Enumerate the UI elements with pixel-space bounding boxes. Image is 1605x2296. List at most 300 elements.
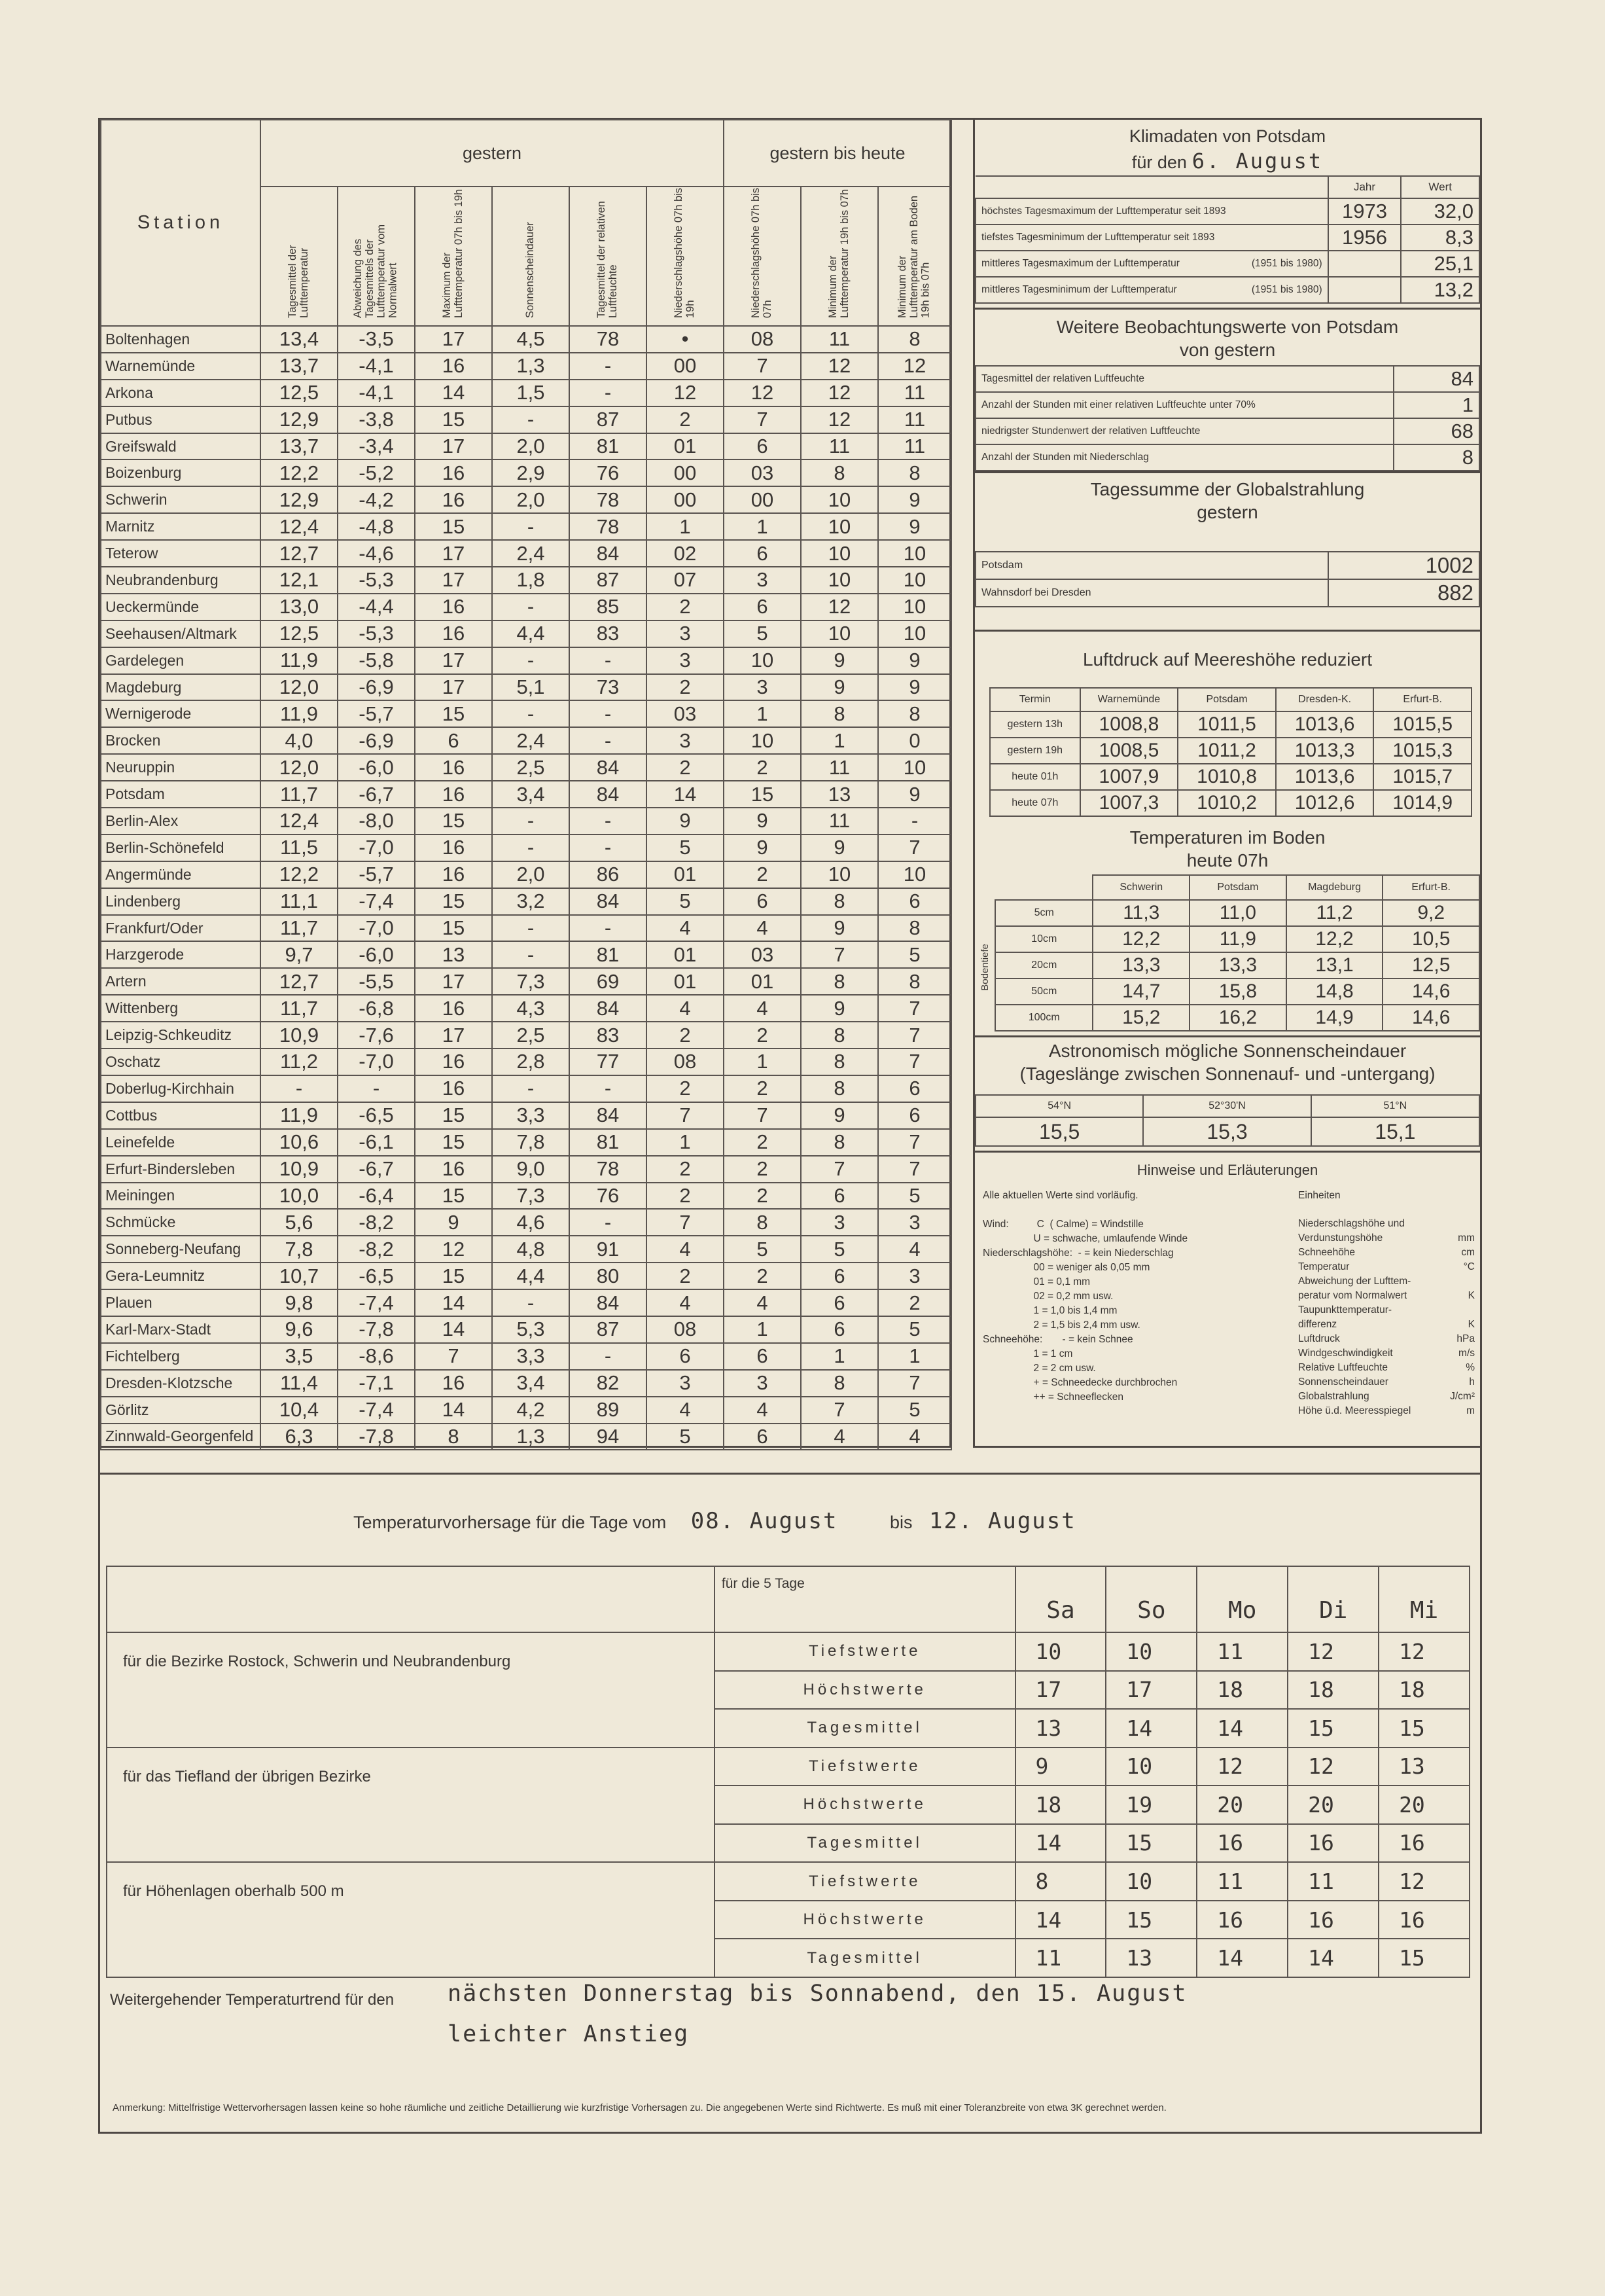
cell: 8 — [878, 968, 951, 995]
cell: - — [338, 1075, 415, 1102]
klima-row — [976, 277, 1479, 303]
cell: -6,7 — [338, 1156, 415, 1183]
forecast-value: 16 — [1379, 1901, 1470, 1939]
cell: 7,3 — [492, 1183, 569, 1210]
unit-quantity: Schneehöhe — [1298, 1247, 1356, 1258]
station-name: Magdeburg — [101, 674, 260, 701]
forecast-value: 18 — [1379, 1671, 1470, 1710]
forecast-value: 14 — [1197, 1939, 1288, 1977]
cell: -7,1 — [338, 1370, 415, 1397]
cell: 84 — [569, 995, 646, 1022]
cell: 7 — [878, 1156, 951, 1183]
cell: 10,7 — [260, 1263, 338, 1289]
station-name: Wittenberg — [101, 995, 260, 1022]
cell: 00 — [646, 486, 724, 513]
soil-temp: 13,3 — [1093, 952, 1190, 978]
klima-header-row — [976, 176, 1479, 198]
cell: -6,4 — [338, 1183, 415, 1210]
table-row — [101, 1129, 951, 1156]
forecast-value: 8 — [1015, 1862, 1106, 1901]
station-name: Greifswald — [101, 433, 260, 460]
cell: 1 — [724, 700, 801, 727]
forecast-value: 12 — [1197, 1748, 1288, 1786]
cell: 4 — [724, 995, 801, 1022]
station-name: Berlin-Alex — [101, 808, 260, 834]
forecast-value: 16 — [1379, 1824, 1470, 1863]
cell: 11 — [878, 380, 951, 406]
table-row — [101, 808, 951, 834]
station-name: Doberlug-Kirchhain — [101, 1075, 260, 1102]
unit-symbol: m/s — [1458, 1348, 1475, 1359]
weitere-title: Weitere Beobachtungswerte von Potsdam von gestern — [1056, 317, 1399, 360]
cell: 03 — [646, 700, 724, 727]
table-row — [101, 700, 951, 727]
table-row — [101, 995, 951, 1022]
klima-title: Klimadaten von Potsdam für den 6. August — [1129, 126, 1326, 173]
group-gestern-bis-heute: gestern bis heute — [724, 120, 951, 187]
cell: 7 — [878, 995, 951, 1022]
unit-row — [1298, 1332, 1475, 1346]
cell: 15 — [415, 808, 492, 834]
astro-title: Astronomisch mögliche Sonnenscheindauer (Tageslänge zwischen Sonnenauf- und -untergang) — [1019, 1041, 1436, 1084]
cell: -7,6 — [338, 1022, 415, 1049]
cell: 3 — [646, 727, 724, 754]
cell: 9 — [646, 808, 724, 834]
cell: 11 — [801, 326, 878, 353]
pressure-value: 1015,7 — [1373, 764, 1472, 790]
global-wert: 882 — [1328, 579, 1479, 607]
cell: 9 — [878, 674, 951, 701]
cell: 3,3 — [492, 1343, 569, 1370]
soil-temp: 14,9 — [1286, 1005, 1383, 1031]
cell: 15 — [415, 406, 492, 433]
cell: 1 — [801, 727, 878, 754]
forecast-value: 17 — [1015, 1671, 1106, 1710]
cell: 8 — [801, 968, 878, 995]
table-row — [101, 540, 951, 567]
cell: 11,7 — [260, 995, 338, 1022]
cell: 11,9 — [260, 647, 338, 674]
cell: -5,7 — [338, 700, 415, 727]
cell: 16 — [415, 1075, 492, 1102]
klima-jahr — [1328, 251, 1402, 277]
column-header-3 — [415, 187, 492, 326]
cell: 00 — [724, 486, 801, 513]
forecast-row-label: Höchstwerte — [714, 1785, 1015, 1824]
cell: -7,8 — [338, 1316, 415, 1343]
cell: 4,4 — [492, 1263, 569, 1289]
soil-temp: 11,3 — [1093, 900, 1190, 926]
cell: 2,0 — [492, 861, 569, 888]
cell: -6,7 — [338, 781, 415, 808]
forecast-value: 14 — [1015, 1824, 1106, 1863]
cell: 11 — [878, 433, 951, 460]
divider — [973, 471, 1482, 473]
cell: 9 — [801, 915, 878, 942]
cell: 6 — [646, 1343, 724, 1370]
forecast-region: für das Tiefland der übrigen Bezirke — [107, 1748, 714, 1863]
table-row — [101, 486, 951, 513]
luftdruck-row — [990, 738, 1472, 764]
cell: 1 — [878, 1343, 951, 1370]
boden-header: Magdeburg — [1286, 875, 1383, 900]
cell: 2 — [646, 754, 724, 781]
unit-symbol: °C — [1463, 1261, 1475, 1272]
unit-row — [1298, 1375, 1475, 1390]
table-row — [101, 647, 951, 674]
klima-jahr: 1956 — [1328, 224, 1402, 251]
weitere-row — [976, 444, 1479, 471]
cell: - — [492, 1075, 569, 1102]
table-row — [101, 834, 951, 861]
klima-jahr: 1973 — [1328, 198, 1402, 224]
luftdruck-header: Potsdam — [1178, 688, 1276, 711]
weitere-label: Anzahl der Stunden mit einer relativen Luftfeuchte unter 70% — [976, 392, 1394, 418]
cell: - — [492, 647, 569, 674]
forecast-day: So — [1106, 1566, 1197, 1632]
legend-line: 2 = 1,5 bis 2,4 mm usw. — [983, 1319, 1140, 1331]
cell: 12,4 — [260, 513, 338, 540]
cell: -5,3 — [338, 620, 415, 647]
station-name: Warnemünde — [101, 353, 260, 380]
cell: -6,0 — [338, 754, 415, 781]
cell: 4,3 — [492, 995, 569, 1022]
boden-row — [995, 1005, 1479, 1031]
cell: 17 — [415, 326, 492, 353]
cell: 12 — [801, 380, 878, 406]
forecast-value: 14 — [1106, 1709, 1197, 1748]
blank-cell — [107, 1566, 714, 1632]
forecast-value: 12 — [1379, 1862, 1470, 1901]
trend-label: Weitergehender Temperaturtrend für den — [110, 1991, 395, 2009]
cell: 16 — [415, 486, 492, 513]
cell: 3,4 — [492, 781, 569, 808]
cell: 15 — [415, 915, 492, 942]
cell: 2,0 — [492, 486, 569, 513]
table-row — [101, 1343, 951, 1370]
forecast-row-label: Tiefstwerte — [714, 1862, 1015, 1901]
forecast-value: 12 — [1379, 1632, 1470, 1671]
cell: 6,3 — [260, 1424, 338, 1450]
cell: - — [569, 1209, 646, 1236]
forecast-day: Mo — [1197, 1566, 1288, 1632]
station-name: Frankfurt/Oder — [101, 915, 260, 942]
forecast-value: 12 — [1288, 1748, 1379, 1786]
cell: 11,5 — [260, 834, 338, 861]
cell: 7,8 — [260, 1236, 338, 1263]
cell: 9,7 — [260, 941, 338, 968]
cell: 08 — [646, 1316, 724, 1343]
cell: 01 — [646, 861, 724, 888]
cell: 16 — [415, 861, 492, 888]
cell: 84 — [569, 888, 646, 915]
cell: 12,2 — [260, 459, 338, 486]
cell: 13,0 — [260, 594, 338, 620]
unit-symbol: cm — [1461, 1247, 1475, 1258]
cell: 12,4 — [260, 808, 338, 834]
forecast-value: 10 — [1015, 1632, 1106, 1671]
boden-header-row — [995, 875, 1479, 900]
cell: 3 — [724, 567, 801, 594]
cell: -6,0 — [338, 941, 415, 968]
klima-label — [976, 224, 1328, 251]
cell: 78 — [569, 1156, 646, 1183]
cell: -5,3 — [338, 567, 415, 594]
cell: - — [492, 808, 569, 834]
cell: 12,2 — [260, 861, 338, 888]
cell: -8,2 — [338, 1209, 415, 1236]
cell: - — [492, 1289, 569, 1316]
cell: 13,7 — [260, 353, 338, 380]
legend-line: + = Schneedecke durchbrochen — [983, 1377, 1178, 1388]
cell: 1 — [801, 1343, 878, 1370]
cell: 8 — [878, 700, 951, 727]
forecast-value: 20 — [1379, 1785, 1470, 1824]
cell: 17 — [415, 433, 492, 460]
cell: 91 — [569, 1236, 646, 1263]
cell: 4,0 — [260, 727, 338, 754]
cell: 87 — [569, 1316, 646, 1343]
soil-temp: 14,7 — [1093, 978, 1190, 1005]
cell: 8 — [801, 1075, 878, 1102]
day-length: 15,3 — [1143, 1117, 1311, 1146]
forecast-value: 13 — [1015, 1709, 1106, 1748]
station-name: Görlitz — [101, 1397, 260, 1424]
cell: 12,5 — [260, 380, 338, 406]
klima-row — [976, 251, 1479, 277]
unit-row — [1298, 1231, 1475, 1246]
cell: 5,1 — [492, 674, 569, 701]
cell: 6 — [724, 594, 801, 620]
weitere-row — [976, 418, 1479, 444]
pressure-value: 1011,5 — [1178, 711, 1276, 738]
cell: 10 — [724, 727, 801, 754]
cell: 2,5 — [492, 754, 569, 781]
boden-row — [995, 978, 1479, 1005]
cell: 16 — [415, 353, 492, 380]
cell: 6 — [801, 1183, 878, 1210]
forecast-value: 16 — [1197, 1824, 1288, 1863]
station-name: Angermünde — [101, 861, 260, 888]
cell: 10 — [801, 567, 878, 594]
cell: 01 — [646, 433, 724, 460]
cell: 17 — [415, 540, 492, 567]
unit-quantity: Höhe ü.d. Meeresspiegel — [1298, 1405, 1411, 1416]
cell: 10 — [878, 754, 951, 781]
cell: 84 — [569, 1102, 646, 1129]
pressure-value: 1007,9 — [1080, 764, 1178, 790]
divider — [973, 308, 1482, 310]
forecast-value: 12 — [1288, 1632, 1379, 1671]
klima-wert: 8,3 — [1401, 224, 1479, 251]
pressure-value: 1010,8 — [1178, 764, 1276, 790]
cell: 4 — [801, 1424, 878, 1450]
cell: 9 — [724, 808, 801, 834]
forecast-row — [107, 1748, 1470, 1786]
unit-row — [1298, 1303, 1475, 1318]
cell: 10 — [801, 620, 878, 647]
cell: 7 — [724, 1102, 801, 1129]
cell: 10 — [878, 620, 951, 647]
trend-line-2: leichter Anstieg — [448, 2021, 690, 2047]
legend-line: Wind: C ( Calme) = Windstille — [983, 1219, 1144, 1230]
table-row — [101, 1397, 951, 1424]
cell: 2 — [724, 754, 801, 781]
boden-row — [995, 952, 1479, 978]
global-label: Wahnsdorf bei Dresden — [976, 579, 1328, 607]
soil-temp: 10,5 — [1383, 926, 1479, 952]
forecast-value: 14 — [1015, 1901, 1106, 1939]
soil-temp: 12,2 — [1286, 926, 1383, 952]
cell: 11,7 — [260, 781, 338, 808]
pressure-value: 1008,5 — [1080, 738, 1178, 764]
cell: 6 — [878, 888, 951, 915]
table-row — [101, 1022, 951, 1049]
weitere-table — [975, 365, 1480, 471]
unit-row — [1298, 1361, 1475, 1375]
pressure-value: 1012,6 — [1276, 790, 1374, 816]
forecast-region: für Höhenlagen oberhalb 500 m — [107, 1862, 714, 1977]
column-header-6 — [646, 187, 724, 326]
cell: 4 — [646, 995, 724, 1022]
cell: 13,4 — [260, 326, 338, 353]
boden-row — [995, 926, 1479, 952]
cell: 5 — [801, 1236, 878, 1263]
divider — [973, 1151, 1482, 1153]
cell: 4 — [646, 1397, 724, 1424]
cell: 9 — [878, 781, 951, 808]
cell: 4 — [646, 1289, 724, 1316]
cell: 1 — [724, 1049, 801, 1075]
cell: 10 — [878, 540, 951, 567]
station-name: Meiningen — [101, 1183, 260, 1210]
soil-temp: 14,8 — [1286, 978, 1383, 1005]
unit-quantity: Luftdruck — [1298, 1333, 1340, 1344]
cell: • — [646, 326, 724, 353]
cell: 1 — [646, 1129, 724, 1156]
cell: 10 — [801, 540, 878, 567]
units-label: Einheiten — [1298, 1190, 1341, 1201]
pressure-value: 1015,3 — [1373, 738, 1472, 764]
forecast-value: 19 — [1106, 1785, 1197, 1824]
cell: 7 — [646, 1209, 724, 1236]
station-name: Sonneberg-Neufang — [101, 1236, 260, 1263]
cell: 8 — [801, 459, 878, 486]
hinweise-legend — [983, 1189, 1290, 1405]
unit-row — [1298, 1217, 1475, 1231]
cell: 6 — [724, 1424, 801, 1450]
trend-line-1: nächsten Donnerstag bis Sonnabend, den 15. August — [448, 1981, 1188, 2007]
depth: 10cm — [995, 926, 1093, 952]
cell: 16 — [415, 594, 492, 620]
cell: 69 — [569, 968, 646, 995]
cell: 13 — [415, 941, 492, 968]
forecast-value: 14 — [1288, 1939, 1379, 1977]
period-text: (1951 bis 1980) — [1251, 284, 1322, 295]
cell: 3 — [878, 1209, 951, 1236]
latitude: 51°N — [1311, 1095, 1479, 1117]
klima-wert: 25,1 — [1401, 251, 1479, 277]
cell: 17 — [415, 567, 492, 594]
cell: 2 — [646, 674, 724, 701]
boden-title: Temperaturen im Boden heute 07h — [1129, 827, 1326, 870]
forecast-value: 10 — [1106, 1632, 1197, 1671]
cell: 8 — [878, 915, 951, 942]
hinweise-units — [1298, 1189, 1475, 1418]
luftdruck-header: Warnemünde — [1080, 688, 1178, 711]
divider — [973, 630, 1482, 632]
cell: 11 — [801, 754, 878, 781]
cell: 4 — [878, 1236, 951, 1263]
cell: 12 — [878, 353, 951, 380]
forecast-value: 11 — [1197, 1862, 1288, 1901]
cell: 12 — [801, 594, 878, 620]
klima-row — [976, 224, 1479, 251]
cell: 16 — [415, 459, 492, 486]
cell: 9 — [801, 995, 878, 1022]
cell: 07 — [646, 567, 724, 594]
cell: 7 — [724, 406, 801, 433]
cell: 85 — [569, 594, 646, 620]
column-header-text: Niederschlagshöhe 07h bis 07h — [750, 187, 773, 318]
weitere-wert: 8 — [1394, 444, 1479, 471]
cell: - — [569, 700, 646, 727]
station-name: Neubrandenburg — [101, 567, 260, 594]
forecast-row-label: Tagesmittel — [714, 1939, 1015, 1977]
cell: 81 — [569, 1129, 646, 1156]
soil-temp: 12,2 — [1093, 926, 1190, 952]
cell: - — [569, 915, 646, 942]
cell: 2 — [724, 1156, 801, 1183]
cell: 6 — [415, 727, 492, 754]
cell: 82 — [569, 1370, 646, 1397]
unit-row — [1298, 1346, 1475, 1361]
table-row — [101, 433, 951, 460]
unit-row — [1298, 1260, 1475, 1274]
forecast-value: 20 — [1288, 1785, 1379, 1824]
cell: 12,1 — [260, 567, 338, 594]
cell: -7,0 — [338, 1049, 415, 1075]
unit-quantity: differenz — [1298, 1319, 1337, 1330]
cell: 14 — [415, 380, 492, 406]
cell: 12,9 — [260, 486, 338, 513]
cell: 16 — [415, 995, 492, 1022]
global-row — [976, 552, 1479, 579]
cell: 8 — [801, 1129, 878, 1156]
cell: - — [492, 915, 569, 942]
pressure-value: 1010,2 — [1178, 790, 1276, 816]
unit-symbol: mm — [1458, 1232, 1475, 1244]
cell: 84 — [569, 754, 646, 781]
cell: 15 — [415, 1183, 492, 1210]
station-name: Leipzig-Schkeuditz — [101, 1022, 260, 1049]
table-row — [101, 781, 951, 808]
unit-quantity: peratur vom Normalwert — [1298, 1290, 1407, 1301]
termin: heute 07h — [990, 790, 1080, 816]
station-name: Leinefelde — [101, 1129, 260, 1156]
weitere-wert: 1 — [1394, 392, 1479, 418]
cell: 10,4 — [260, 1397, 338, 1424]
cell: 16 — [415, 1156, 492, 1183]
group-gestern: gestern — [260, 120, 724, 187]
cell: 4,4 — [492, 620, 569, 647]
weitere-label: niedrigster Stundenwert der relativen Luftfeuchte — [976, 418, 1394, 444]
cell: 7,8 — [492, 1129, 569, 1156]
astro-table — [975, 1094, 1480, 1147]
cell: -4,2 — [338, 486, 415, 513]
cell: 6 — [878, 1102, 951, 1129]
cell: 76 — [569, 1183, 646, 1210]
